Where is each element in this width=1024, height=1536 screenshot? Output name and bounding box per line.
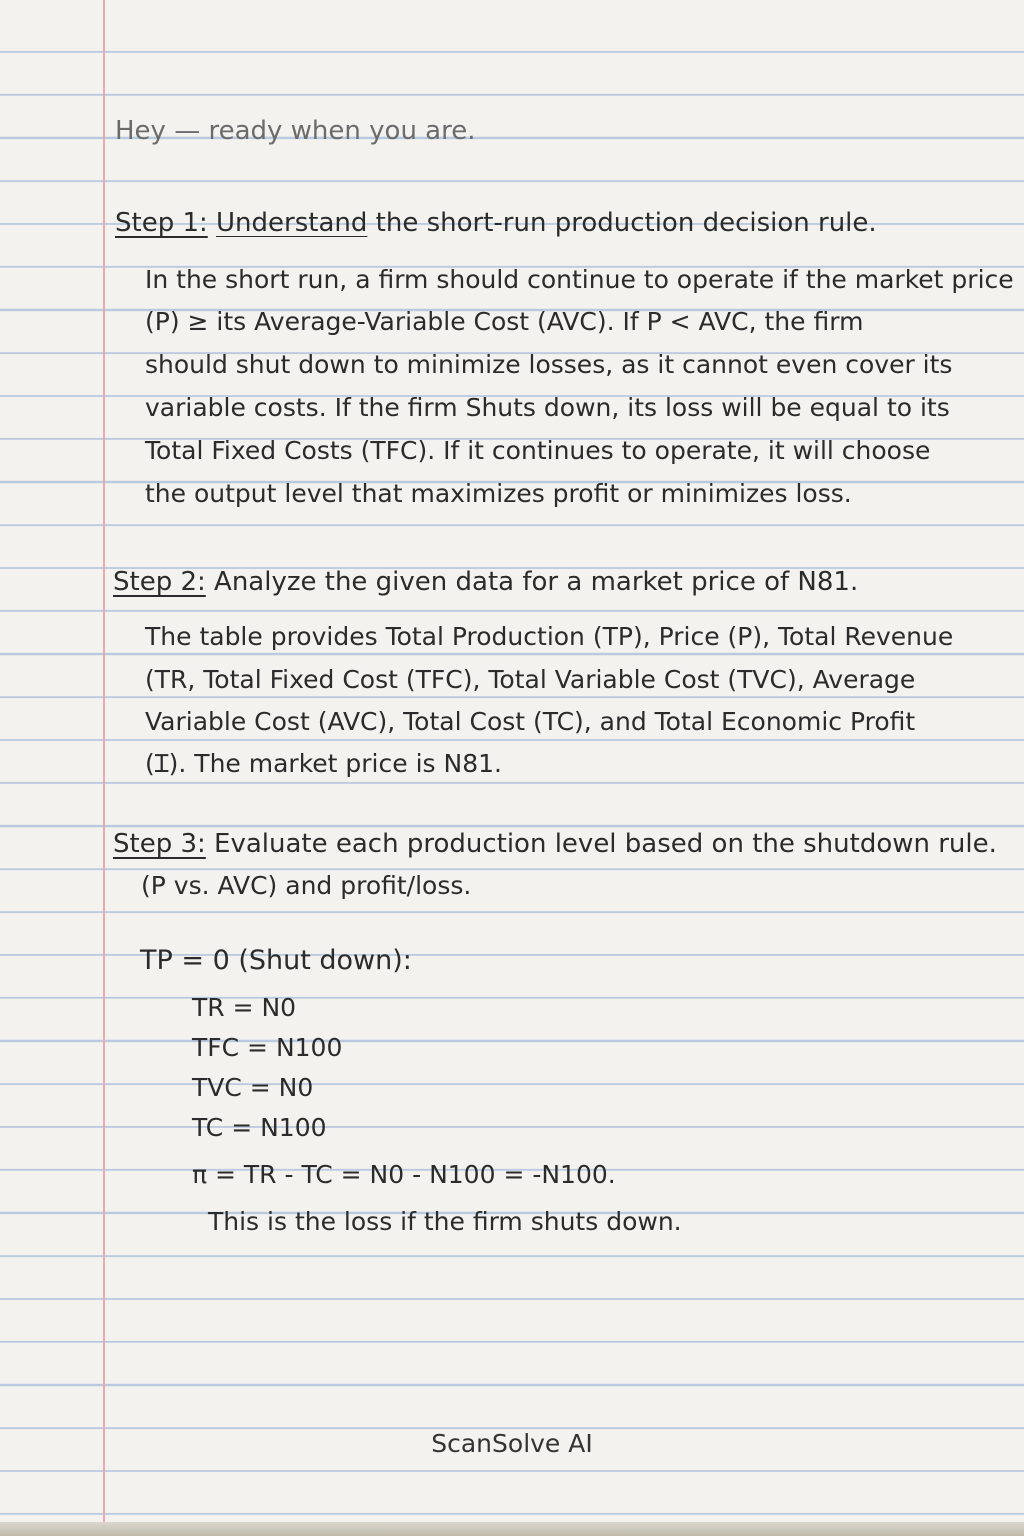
step1-line-4: variable costs. If the firm Shuts down, its loss will be equal to its xyxy=(145,393,950,422)
step1-title-rest: the short-run production decision rule. xyxy=(367,208,877,238)
calc-profit: π = TR - TC = N0 - N100 = -N100. xyxy=(192,1160,616,1189)
step1-line-3: should shut down to minimize losses, as it cannot even cover its xyxy=(145,350,953,379)
step3-title-cont: (P vs. AVC) and profit/loss. xyxy=(141,871,472,900)
step2-line-1: The table provides Total Production (TP), Price (P), Total Revenue xyxy=(145,622,954,651)
step2-line-3: Variable Cost (AVC), Total Cost (TC), and Total Economic Profit xyxy=(145,707,916,736)
case-heading: TP = 0 (Shut down): xyxy=(140,945,412,976)
step3-label: Step 3: xyxy=(113,829,206,859)
greeting: Hey — ready when you are. xyxy=(115,116,476,146)
step2-heading xyxy=(113,567,858,597)
step1-line-1: In the short run, a firm should continue to operate if the market price xyxy=(145,265,1014,294)
step1-line-5: Total Fixed Costs (TFC). If it continues to operate, it will choose xyxy=(145,436,931,465)
calc-tc: TC = N100 xyxy=(192,1113,327,1142)
step3-heading xyxy=(113,829,997,859)
calc-tfc: TFC = N100 xyxy=(192,1033,343,1062)
conclusion: This is the loss if the firm shuts down. xyxy=(208,1207,682,1236)
step1-title-underlined: Understand xyxy=(216,208,368,238)
step2-label: Step 2: xyxy=(113,567,206,597)
step1-heading xyxy=(115,208,877,238)
calc-tvc: TVC = N0 xyxy=(192,1073,314,1102)
step2-title: Analyze the given data for a market price of N81. xyxy=(205,567,859,597)
margin-line xyxy=(103,0,105,1536)
step3-title: Evaluate each production level based on the shutdown rule. xyxy=(205,829,997,859)
calc-tr: TR = N0 xyxy=(192,993,297,1022)
step1-line-2: (P) ≥ its Average-Variable Cost (AVC). If P < AVC, the firm xyxy=(145,307,864,336)
page-bottom-edge xyxy=(0,1522,1024,1536)
step2-line-4: (Ɪ). The market price is N81. xyxy=(145,749,502,778)
footer-brand: ScanSolve AI xyxy=(431,1429,593,1458)
step1-line-6: the output level that maximizes profit or minimizes loss. xyxy=(145,479,852,508)
step2-line-2: (TR, Total Fixed Cost (TFC), Total Variable Cost (TVC), Average xyxy=(145,665,916,694)
step1-label: Step 1: xyxy=(115,208,208,238)
